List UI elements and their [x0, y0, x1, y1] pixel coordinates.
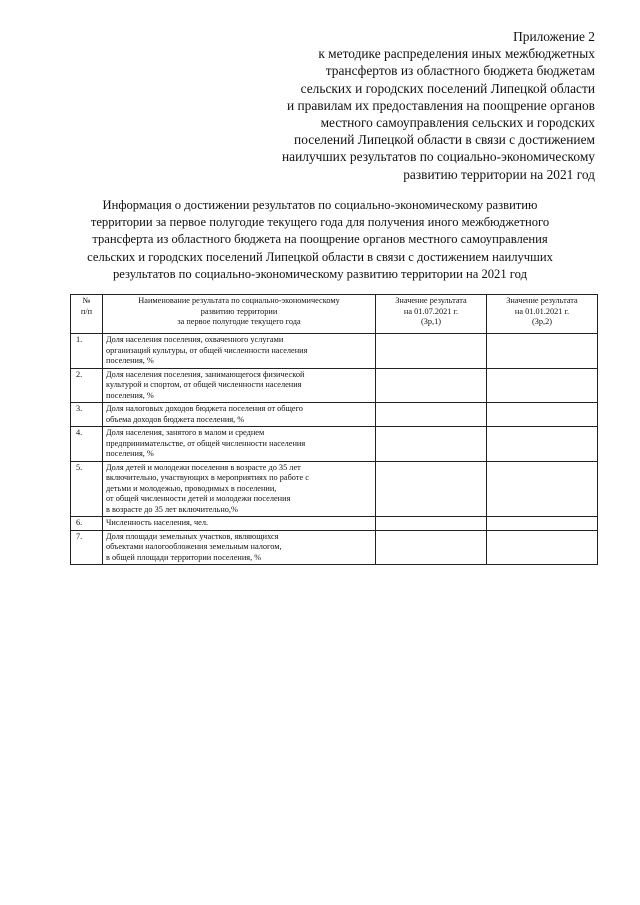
- row-value-2: [487, 461, 598, 517]
- info-title: [40, 197, 600, 283]
- row-value-2: [487, 368, 598, 403]
- result-name-line: Численность населения, чел.: [106, 518, 209, 527]
- appendix-line: наилучших результатов по социально-экономическому: [281, 149, 595, 165]
- table-row: [71, 427, 598, 462]
- table-row: [71, 403, 598, 427]
- table-row: [71, 368, 598, 403]
- row-value-2: [487, 334, 598, 369]
- row-value-2: [487, 530, 598, 565]
- row-value-1: [376, 517, 487, 531]
- row-number: 2.: [71, 368, 103, 403]
- info-line: сельских и городских поселений Липецкой области в связи с достижением наилучших: [87, 249, 553, 264]
- result-name-line: Доля площади земельных участков, являющихся: [106, 531, 279, 541]
- results-table: [70, 294, 598, 565]
- result-name-line: в общей площади территории поселения, %: [106, 552, 262, 562]
- row-value-1: [376, 334, 487, 369]
- row-result-name: [103, 368, 376, 403]
- row-value-2: [487, 403, 598, 427]
- result-name-line: от общей численности детей и молодежи поселения: [106, 494, 291, 503]
- result-name-line: объема доходов бюджета поселения, %: [106, 414, 245, 424]
- appendix-line: развитию территории на 2021 год: [403, 166, 595, 182]
- appendix-line: Приложение 2: [513, 29, 595, 44]
- result-name-line: предпринимательстве, от общей численности населения: [106, 438, 306, 448]
- appendix-line: поселений Липецкой области в связи с достижением: [294, 132, 595, 148]
- result-name-line: детьми и молодежью, проводимых в поселении,: [106, 483, 277, 493]
- row-result-name: [103, 403, 376, 427]
- row-value-2: [487, 517, 598, 531]
- header-value-1: Значение результата на 01.07.2021 г. (Зр,1): [376, 295, 487, 334]
- result-name-line: поселения, %: [106, 356, 154, 365]
- result-name-line: Доля населения поселения, занимающегося физической: [106, 369, 305, 379]
- row-number: 1.: [71, 334, 103, 369]
- row-number: 6.: [71, 517, 103, 531]
- row-number: 4.: [71, 427, 103, 462]
- row-value-1: [376, 403, 487, 427]
- table-body: [71, 334, 598, 565]
- appendix-line: местного самоуправления сельских и городских: [320, 115, 595, 131]
- table-row: [71, 530, 598, 565]
- row-value-2: [487, 427, 598, 462]
- table-row: [71, 461, 598, 517]
- row-result-name: [103, 530, 376, 565]
- row-value-1: [376, 530, 487, 565]
- table-header-row: [71, 295, 598, 334]
- info-line: результатов по социально-экономическому развитию территории на 2021 год: [112, 266, 527, 281]
- row-value-1: [376, 368, 487, 403]
- table-row: [71, 334, 598, 369]
- row-result-name: [103, 517, 376, 531]
- appendix-header: [175, 28, 595, 183]
- result-name-line: объектами налогообложения земельным налогом,: [106, 542, 282, 551]
- result-name-line: организаций культуры, от общей численности населения: [106, 345, 308, 355]
- appendix-line: и правилам их предоставления на поощрение органов: [286, 97, 595, 113]
- result-name-line: поселения, %: [106, 449, 154, 458]
- row-result-name: [103, 461, 376, 517]
- row-number: 3.: [71, 403, 103, 427]
- result-name-line: включительно, участвующих в мероприятиях по работе с: [106, 473, 309, 482]
- header-name: Наименование результата по социально-экономическому развитию территории за первое полугодие текущего года: [103, 295, 376, 334]
- info-line: трансферта из областного бюджета на поощрение органов местного самоуправления: [92, 232, 548, 247]
- row-number: 5.: [71, 461, 103, 517]
- row-value-1: [376, 427, 487, 462]
- info-line: Информация о достижении результатов по социально-экономическому развитию: [102, 198, 538, 212]
- result-name-line: Доля детей и молодежи поселения в возрасте до 35 лет: [106, 462, 301, 472]
- row-number: 7.: [71, 530, 103, 565]
- info-line: территории за первое полугодие текущего года для получения иного межбюджетного: [90, 215, 550, 230]
- result-name-line: Доля населения поселения, охваченного услугами: [106, 335, 284, 344]
- row-result-name: [103, 427, 376, 462]
- table-row: [71, 517, 598, 531]
- row-result-name: [103, 334, 376, 369]
- result-name-line: поселения, %: [106, 390, 154, 400]
- appendix-line: трансфертов из областного бюджета бюджетам: [325, 63, 595, 79]
- result-name-line: культурой и спортом, от общей численности населения: [106, 380, 302, 389]
- row-value-1: [376, 461, 487, 517]
- header-num: № п/п: [71, 295, 103, 334]
- result-name-line: Доля населения, занятого в малом и среднем: [106, 428, 265, 437]
- result-name-line: Доля налоговых доходов бюджета поселения от общего: [106, 404, 303, 413]
- appendix-line: к методике распределения иных межбюджетных: [318, 46, 595, 62]
- header-value-2: Значение результата на 01.01.2021 г. (Зр,2): [487, 295, 598, 334]
- appendix-line: сельских и городских поселений Липецкой области: [300, 80, 595, 96]
- result-name-line: в возрасте до 35 лет включительно,%: [106, 504, 238, 514]
